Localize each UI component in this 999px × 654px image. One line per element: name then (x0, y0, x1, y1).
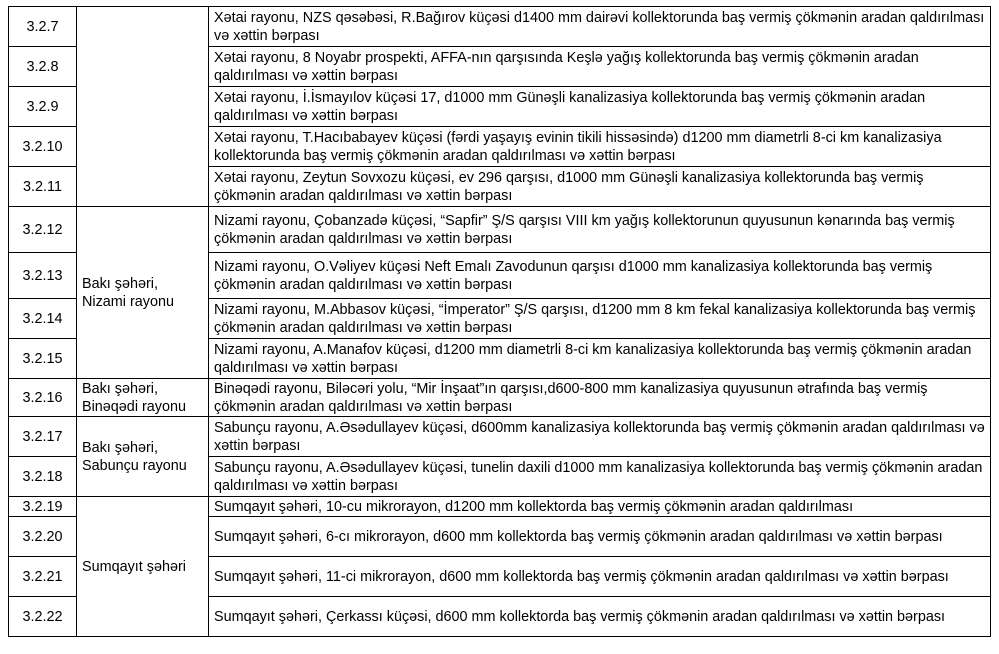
row-description: Sumqayıt şəhəri, 10-cu mikrorayon, d1200 mm kollektorda baş vermiş çökmənin aradan qaldırılması (209, 497, 991, 517)
row-description: Nizami rayonu, Çobanzadə küçəsi, “Sapfir” Ş/S qarşısı VIII km yağış kollektorunun quyusunun kənarında baş vermiş çökmənin aradan qaldırılması və xəttin bərpası (209, 207, 991, 253)
row-number: 3.2.21 (9, 557, 77, 597)
row-number: 3.2.12 (9, 207, 77, 253)
table-row (9, 417, 991, 457)
row-number: 3.2.10 (9, 127, 77, 167)
row-number: 3.2.13 (9, 253, 77, 299)
works-table (8, 6, 991, 637)
row-description: Nizami rayonu, A.Manafov küçəsi, d1200 mm diametrli 8-ci km kanalizasiya kollektorunda baş vermiş çökmənin aradan qaldırılması və xəttin bərpası (209, 339, 991, 379)
region-line: Nizami rayonu (82, 293, 174, 310)
row-description: Sumqayıt şəhəri, Çerkassı küçəsi, d600 mm kollektorda baş vermiş çökmənin aradan qaldırılması və xəttin bərpası (209, 597, 991, 637)
row-number: 3.2.8 (9, 47, 77, 87)
region-cell-nizami (77, 207, 209, 379)
row-number: 3.2.22 (9, 597, 77, 637)
region-cell-binaqadi (77, 379, 209, 417)
row-number: 3.2.19 (9, 497, 77, 517)
row-number: 3.2.14 (9, 299, 77, 339)
row-number: 3.2.18 (9, 457, 77, 497)
region-cell-sumqayit (77, 497, 209, 637)
row-description: Sumqayıt şəhəri, 6-cı mikrorayon, d600 mm kollektorda baş vermiş çökmənin aradan qaldırılması və xəttin bərpası (209, 517, 991, 557)
region-line: Sumqayıt şəhəri (82, 558, 186, 575)
region-cell-sabuncu (77, 417, 209, 497)
row-description: Sumqayıt şəhəri, 11-ci mikrorayon, d600 mm kollektorda baş vermiş çökmənin aradan qaldırılması və xəttin bərpası (209, 557, 991, 597)
row-description: Xətai rayonu, NZS qəsəbəsi, R.Bağırov küçəsi d1400 mm dairəvi kollektorunda baş vermiş çökmənin aradan qaldırılması və xəttin bərpası (209, 7, 991, 47)
row-description: Xətai rayonu, 8 Noyabr prospekti, AFFA-nın qarşısında Keşlə yağış kollektorunda baş vermiş çökmənin aradan qaldırılması və xəttin bərpası (209, 47, 991, 87)
row-description: Sabunçu rayonu, A.Əsədullayev küçəsi, tunelin daxili d1000 mm kanalizasiya kollektorunda baş vermiş çökmənin aradan qaldırılması və xəttin bərpası (209, 457, 991, 497)
row-number: 3.2.20 (9, 517, 77, 557)
region-line: Bakı şəhəri, (82, 439, 158, 456)
table-row (9, 497, 991, 517)
row-description: Xətai rayonu, Zeytun Sovxozu küçəsi, ev 296 qarşısı, d1000 mm Günəşli kanalizasiya kollektorunda baş vermiş çökmənin aradan qaldırılması və xəttin bərpası (209, 167, 991, 207)
row-number: 3.2.7 (9, 7, 77, 47)
row-number: 3.2.9 (9, 87, 77, 127)
region-line: Binəqədi rayonu (82, 398, 187, 415)
row-description: Binəqədi rayonu, Biləcəri yolu, “Mir İnşaat”ın qarşısı,d600-800 mm kanalizasiya quyusunun ətrafında baş vermiş çökmənin aradan qaldırılması və xəttin bərpası (209, 379, 991, 417)
region-line: Bakı şəhəri, (82, 275, 158, 292)
row-description: Nizami rayonu, M.Abbasov küçəsi, “İmperator” Ş/S qarşısı, d1200 mm 8 km fekal kanalizasiya kollektorunda baş vermiş çökmənin aradan qaldırılması və xəttin bərpası (209, 299, 991, 339)
row-number: 3.2.16 (9, 379, 77, 417)
row-description: Xətai rayonu, T.Hacıbabayev küçəsi (fərdi yaşayış evinin tikili hissəsində) d1200 mm diametrli 8-ci km kanalizasiya kollektorunda baş vermiş çökmənin aradan qaldırılması və xəttin bərpası (209, 127, 991, 167)
table-row (9, 379, 991, 417)
row-description: Sabunçu rayonu, A.Əsədullayev küçəsi, d600mm kanalizasiya kollektorunda baş vermiş çökmənin aradan qaldırılması və xəttin bərpası (209, 417, 991, 457)
region-line: Sabunçu rayonu (82, 457, 187, 474)
row-number: 3.2.11 (9, 167, 77, 207)
row-number: 3.2.17 (9, 417, 77, 457)
table-row (9, 207, 991, 253)
region-line: Bakı şəhəri, (82, 380, 158, 397)
region-cell-xetai (77, 7, 209, 207)
row-description: Nizami rayonu, O.Vəliyev küçəsi Neft Emalı Zavodunun qarşısı d1000 mm kanalizasiya kollektorunda baş vermiş çökmənin aradan qaldırılması və xəttin bərpası (209, 253, 991, 299)
table-row (9, 7, 991, 47)
row-description: Xətai rayonu, İ.İsmayılov küçəsi 17, d1000 mm Günəşli kanalizasiya kollektorunda baş vermiş çökmənin aradan qaldırılması və xəttin bərpası (209, 87, 991, 127)
row-number: 3.2.15 (9, 339, 77, 379)
